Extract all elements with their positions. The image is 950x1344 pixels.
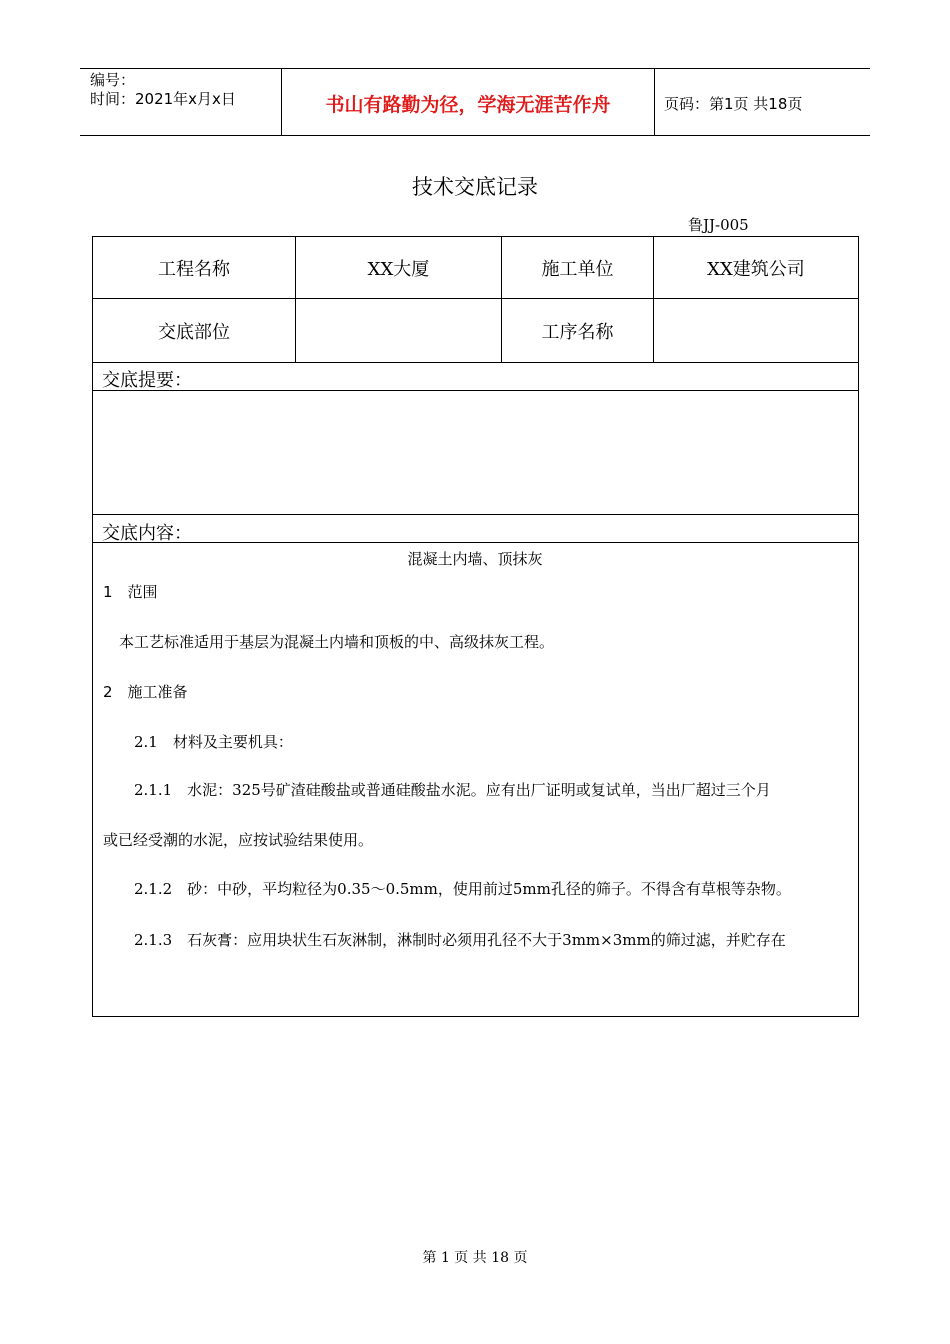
content-heading: 混凝土内墙、顶抹灰 xyxy=(407,550,543,568)
paragraph: 2.1.1 水泥：325号矿渣硅酸盐或普通硅酸盐水泥。应有出厂证明或复试单，当出厂超过三个月 xyxy=(134,781,771,799)
row-divider xyxy=(92,514,859,515)
header-motto: 书山有路勤为径，学海无涯苦作舟 xyxy=(325,94,611,116)
paragraph: 或已经受潮的水泥，应按试验结果使用。 xyxy=(103,831,374,849)
summary-label: 交底提要： xyxy=(102,370,192,391)
paragraph: 2.1.2 砂：中砂，平均粒径为0.35～0.5mm，使用前过5mm孔径的筛子。不得含有草根等杂物。 xyxy=(134,880,791,898)
document-time: 时间：2021年x月x日 xyxy=(90,90,236,108)
row-divider xyxy=(92,390,859,391)
row-divider xyxy=(92,542,859,543)
paragraph: 2.1.3 石灰膏：应用块状生石灰淋制，淋制时必须用孔径不大于3mm×3mm的筛过滤，并贮存在 xyxy=(134,931,786,949)
location-value xyxy=(296,299,501,362)
header-bottom-rule xyxy=(80,135,870,136)
process-value xyxy=(654,299,858,362)
content-label: 交底内容： xyxy=(102,523,192,544)
header-meta xyxy=(90,71,236,109)
header-divider-left xyxy=(281,68,282,136)
contractor-label: 施工单位 xyxy=(541,258,614,280)
paragraph: 本工艺标准适用于基层为混凝土内墙和顶板的中、高级抹灰工程。 xyxy=(119,633,555,651)
contractor-value: XX建筑公司 xyxy=(707,258,805,280)
project-name-label: 工程名称 xyxy=(158,258,230,280)
process-label: 工序名称 xyxy=(541,321,614,343)
location-label: 交底部位 xyxy=(158,321,230,343)
section-heading: 2 施工准备 xyxy=(103,683,188,701)
header-top-rule xyxy=(80,68,870,69)
document-number-label: 编号： xyxy=(90,71,136,89)
page-title: 技术交底记录 xyxy=(412,175,538,199)
form-number: 鲁JJ-005 xyxy=(688,216,749,234)
header-page-info: 页码：第1页 共18页 xyxy=(664,95,803,113)
header-divider-right xyxy=(654,68,655,136)
project-name-value: XX大厦 xyxy=(367,258,430,280)
row-divider xyxy=(92,362,859,363)
page-footer: 第 1 页 共 18 页 xyxy=(422,1250,528,1266)
section-heading: 1 范围 xyxy=(103,583,158,601)
subsection-heading: 2.1 材料及主要机具： xyxy=(134,733,293,751)
